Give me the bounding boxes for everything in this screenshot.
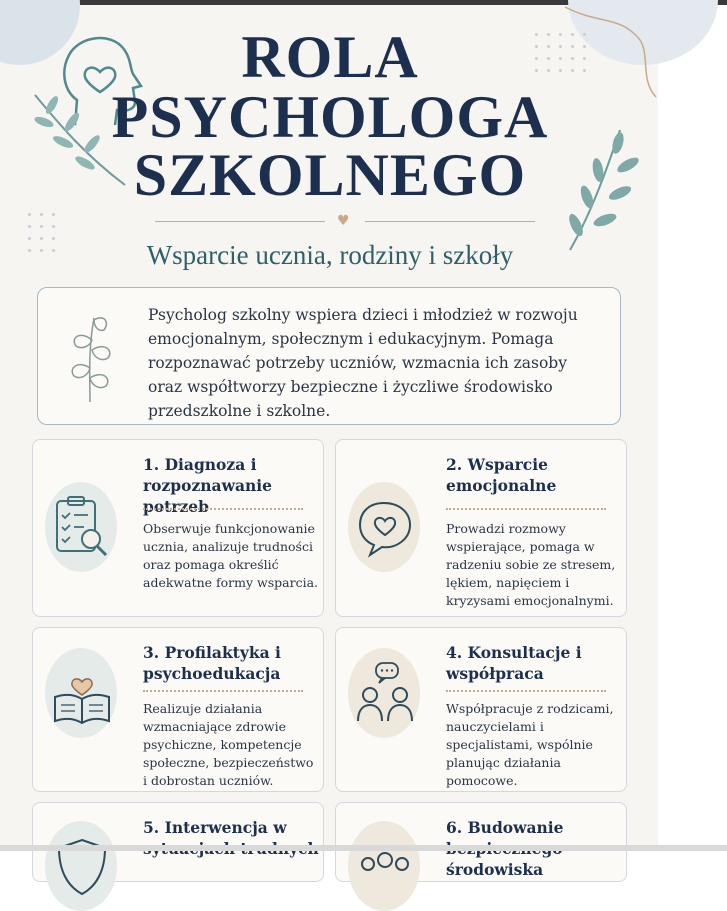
icon-background — [45, 821, 117, 911]
book-heart-icon — [51, 661, 113, 727]
card-description: Współpracuje z rodzicami, nauczycielami i specjalistami, wspólnie planując działania pomocowe. — [446, 701, 614, 788]
icon-background — [348, 821, 420, 911]
card-title: 3. Profilaktyka i psychoedukacja — [143, 643, 281, 683]
dotted-separator — [446, 508, 606, 512]
icon-background — [45, 482, 117, 572]
icon-background — [348, 648, 420, 738]
role-card-diagnosis — [32, 439, 324, 617]
page-title-line: PSYCHOLOGA — [111, 84, 549, 150]
card-title: 2. Wsparcie emocjonalne — [446, 455, 557, 495]
role-card-emotional-support — [335, 439, 627, 617]
two-people-chat-icon — [354, 661, 416, 727]
clipboard-checklist-icon — [51, 495, 113, 561]
leaf-sprig-icon — [60, 310, 120, 405]
leaf-branch-icon — [560, 125, 640, 255]
card-description: Obserwuje funkcjonowanie ucznia, analizuje trudności oraz pomaga określić adekwatne formy wsparcia. — [143, 521, 319, 590]
heart-speech-bubble-icon — [354, 495, 416, 561]
card-description: Realizuje działania wzmacniające zdrowie psychiczne, kompetencje społeczne, bezpieczeństwo i dobrostan uczniów. — [143, 701, 314, 788]
role-card-safe-environment — [335, 802, 627, 882]
card-title: 5. Interwencja w — [143, 818, 287, 837]
intro-box — [37, 287, 621, 425]
card-title: 1. Diagnoza i rozpoznawanie potrzeb — [143, 455, 273, 516]
intro-text: Psycholog szkolny wspiera dzieci i młodzież w rozwoju emocjonalnym, społecznym i edukacyjnym. Pomaga rozpoznawać potrzeby uczniów, wzmacnia ich zasoby oraz współtworzy bezpieczne i życzliwe środowisko przedszkolne i szkolne. — [148, 306, 578, 420]
role-card-prevention — [32, 627, 324, 792]
dotted-separator — [143, 508, 303, 512]
heart-icon: ♥ — [337, 213, 350, 229]
page-title-line: ROLA — [241, 24, 419, 90]
page-title-line: SZKOLNEGO — [133, 142, 527, 208]
icon-background — [348, 482, 420, 572]
subtitle: Wsparcie ucznia, rodziny i szkoły — [146, 240, 514, 270]
shield-icon — [51, 834, 113, 900]
card-title: 6. Budowanie środowiska — [446, 818, 564, 879]
role-card-intervention — [32, 802, 324, 882]
window-bottom-strip — [0, 845, 727, 851]
icon-background — [45, 648, 117, 738]
group-icon — [354, 834, 416, 900]
title-divider — [155, 215, 535, 229]
dotted-separator — [143, 690, 303, 694]
card-title: 4. Konsultacje i współpraca — [446, 643, 582, 683]
dotted-separator — [446, 690, 606, 694]
role-card-consultation — [335, 627, 627, 792]
card-description: Prowadzi rozmowy wspierające, pomaga w radzeniu sobie ze stresem, lękiem, napięciem i kryzysami emocjonalnymi. — [446, 521, 616, 608]
infographic-poster — [0, 5, 658, 879]
